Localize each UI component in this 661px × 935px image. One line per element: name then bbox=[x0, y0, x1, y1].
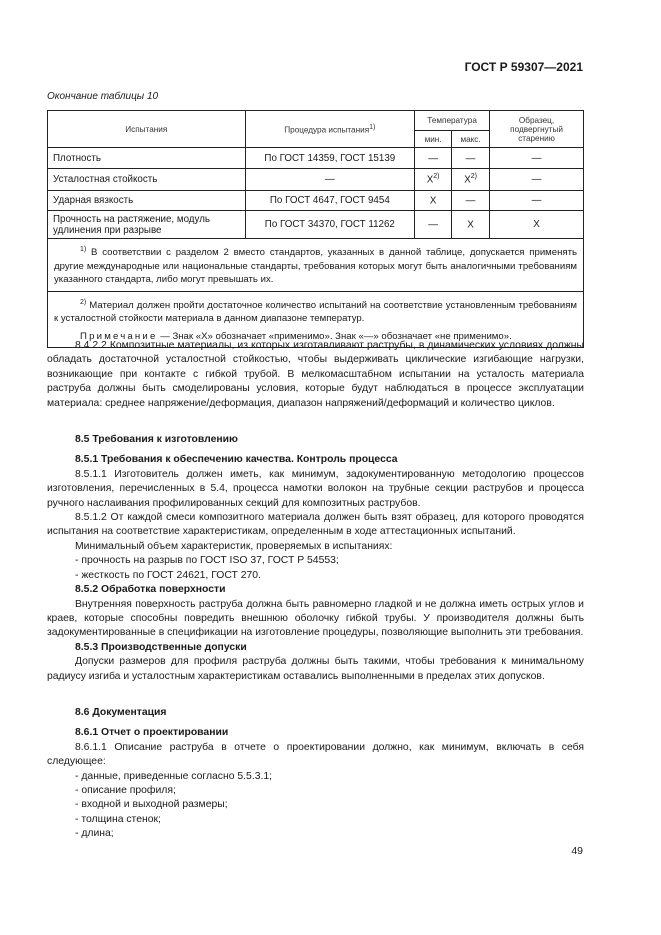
cell-aged: X bbox=[490, 211, 584, 239]
heading-8-5-2: 8.5.2 Обработка поверхности bbox=[75, 584, 226, 596]
document-id: ГОСТ Р 59307—2021 bbox=[464, 60, 583, 74]
document-body bbox=[47, 339, 584, 842]
header-aged: Образец, подвергнутый старению bbox=[490, 111, 584, 148]
header-procedure: Процедура испытания$^{1)}$ bbox=[245, 111, 415, 148]
page-number: 49 bbox=[571, 845, 583, 857]
paragraph-8-4-2-2: 8.4.2.2 Композитные материалы, из которых изготавливают раструбы, в динамических условиях должны обладать достаточной усталостной стойкостью, чтобы выдерживать циклические изгибающие нагрузки, возникающие при контакте с гибкой трубой. В мелкомасштабном испытании на усталость материала раструба должны быть смоделированы условия, которые будут наблюдаться в процессе эксплуатации материала: среднее напряжение/деформация, диапазон напряжений/деформаций и количество циклов. bbox=[47, 340, 584, 409]
cell-max: $X^{2)}$ bbox=[452, 169, 490, 191]
cell-procedure: По ГОСТ 34370, ГОСТ 11262 bbox=[245, 211, 415, 239]
list-item: - длина; bbox=[75, 828, 114, 840]
list-item: - жесткость по ГОСТ 24621, ГОСТ 270. bbox=[75, 569, 261, 581]
cell-test: Ударная вязкость bbox=[48, 191, 246, 211]
cell-test: Плотность bbox=[48, 148, 246, 169]
table-row bbox=[48, 191, 584, 211]
heading-8-6: 8.6 Документация bbox=[75, 706, 167, 718]
paragraph-8-5-3: Допуски размеров для профиля раструба должны быть такими, чтобы требования к минимальному радиусу изгиба и усталостным характеристикам оставались выполненными в пределах этих допусков. bbox=[47, 656, 584, 682]
cell-max: — bbox=[452, 148, 490, 169]
paragraph-8-5-1-1: 8.5.1.1 Изготовитель должен иметь, как минимум, задокументированную методологию процессов изготовления, перечисленных в 5.4, процесса намотки волокон на трубные секции раструбов и процесса ручного наслаивания профилированных секций для композитных раструбов. bbox=[47, 468, 584, 509]
list-item: - данные, приведенные согласно 5.5.3.1; bbox=[75, 770, 273, 782]
heading-8-6-1: 8.6.1 Отчет о проектировании bbox=[75, 727, 229, 739]
table-row bbox=[48, 148, 584, 169]
cell-max: X bbox=[452, 211, 490, 239]
paragraph-8-5-1-2: 8.5.1.2 От каждой смеси композитного материала должен быть взят образец, для которого проводятся испытания на соответствие характеристикам, определенным в ходе аттестационных испытаний. bbox=[47, 512, 584, 538]
cell-min: — bbox=[415, 211, 452, 239]
paragraph-8-6-1-1: 8.6.1.1 Описание раструба в отчете о проектировании должно, как минимум, включать в себя следующее: bbox=[47, 741, 584, 768]
footnote-1: $^{1)}$ В соответствии с разделом 2 вместо стандартов, указанных в данной таблице, допускается применять другие международные или национальные стандарты, требования которых могут быть аналогичными требованиям указанного стандарта, либо могут превышать их. bbox=[54, 246, 577, 286]
cell-min: — bbox=[415, 148, 452, 169]
cell-test: Усталостная стойкость bbox=[48, 169, 246, 191]
cell-aged: — bbox=[490, 169, 584, 191]
list-item: - толщина стенок; bbox=[75, 813, 161, 825]
table-row bbox=[48, 169, 584, 191]
tests-table bbox=[47, 110, 584, 348]
header-temperature: Температура bbox=[415, 111, 490, 131]
cell-aged: — bbox=[490, 191, 584, 211]
table-footnotes bbox=[48, 239, 584, 348]
paragraph-min-characteristics: Минимальный объем характеристик, проверяемых в испытаниях: bbox=[75, 540, 393, 552]
heading-8-5-3: 8.5.3 Производственные допуски bbox=[75, 641, 247, 653]
cell-min: X bbox=[415, 191, 452, 211]
cell-procedure: По ГОСТ 4647, ГОСТ 9454 bbox=[245, 191, 415, 211]
heading-8-5: 8.5 Требования к изготовлению bbox=[75, 434, 238, 446]
header-min: мин. bbox=[415, 131, 452, 148]
table-caption: Окончание таблицы 10 bbox=[47, 91, 159, 102]
cell-min: $X^{2)}$ bbox=[415, 169, 452, 191]
paragraph-8-5-2: Внутренняя поверхность раструба должна быть равномерно гладкой и не должна иметь острых углов и краев, которые способны повредить внешнюю оболочку гибкой трубы. У производителя должны быть задокументированные в спецификации на изготовление процедуры, позволяющие выполнить эти требования. bbox=[47, 598, 584, 639]
cell-procedure: — bbox=[245, 169, 415, 191]
table-row bbox=[48, 211, 584, 239]
header-tests: Испытания bbox=[48, 111, 246, 148]
footnote-2: $^{2)}$ Материал должен пройти достаточное количество испытаний на соответствие установленным требованиям к усталостной стойкости материала в данном диапазоне температур. bbox=[54, 298, 577, 325]
list-item: - описание профиля; bbox=[75, 784, 176, 796]
cell-max: — bbox=[452, 191, 490, 211]
header-max: макс. bbox=[452, 131, 490, 148]
cell-aged: — bbox=[490, 148, 584, 169]
cell-test: Прочность на растяжение, модуль удлинения при разрыве bbox=[48, 211, 246, 239]
heading-8-5-1: 8.5.1 Требования к обеспечению качества. Контроль процесса bbox=[75, 454, 398, 466]
cell-procedure: По ГОСТ 14359, ГОСТ 15139 bbox=[245, 148, 415, 169]
list-item: - прочность на разрыв по ГОСТ ISO 37, ГОСТ Р 54553; bbox=[75, 555, 339, 567]
list-item: - входной и выходной размеры; bbox=[75, 799, 228, 811]
table-note: Примечание — Знак «X» обозначает «применимо». Знак «—» обозначает «не применимо». bbox=[80, 330, 512, 342]
